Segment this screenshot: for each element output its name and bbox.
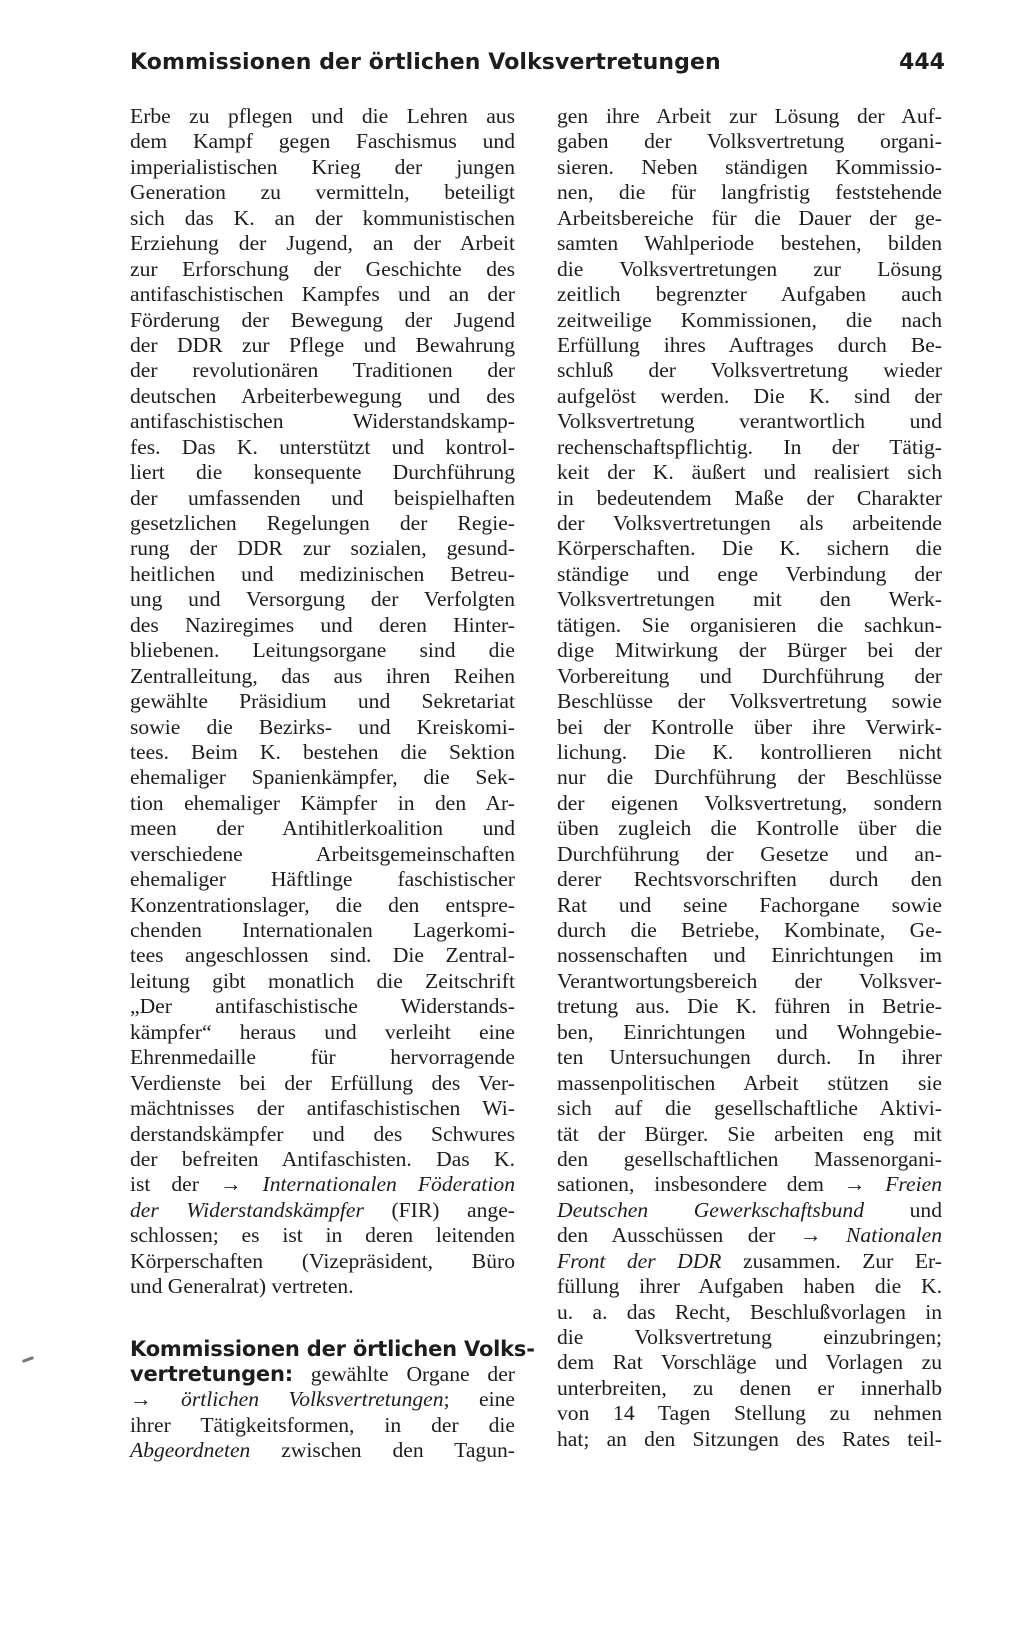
text-line: Körperschaften (Vizepräsident, Büro [130,1248,515,1273]
line-text: zusammen. Zur Er- [742,1248,942,1273]
entry-heading-text: vertretungen: [130,1362,293,1386]
text-line: Ehrenmedaille für hervorragende [130,1045,515,1070]
text-line: Rat und seine Fachorgane sowie [557,892,942,917]
text-line [557,1249,942,1274]
text-line: gewählte Präsidium und Sekretariat [130,689,515,714]
text-line: rechenschaftspflichtig. In der Tätig- [557,434,942,459]
text-line: Erziehung der Jugend, an der Arbeit [130,231,515,256]
text-line: ständige und enge Verbindung der [557,561,942,586]
text-line: Arbeitsbereiche für die Dauer der ge- [557,205,942,230]
text-line: kämpfer“ heraus und verleiht eine [130,1019,515,1044]
text-line: ehemaliger Spanienkämpfer, die Sek- [130,765,515,790]
text-line: sich auf die gesellschaftliche Aktivi- [557,1096,942,1121]
text-line: Vorbereitung und Durchführung der [557,663,942,688]
text-line: rung der DDR zur sozialen, gesund- [130,536,515,561]
text-line: derer Rechtsvorschriften durch den [557,867,942,892]
text-line: ihrer Tätigkeitsformen, in der die [130,1412,515,1437]
text-line: Volksvertretung verantwortlich und [557,409,942,434]
text-line [130,1198,515,1223]
text-line: keit der K. äußert und realisiert sich [557,460,942,485]
text-line: u. a. das Recht, Beschlußvorlagen in [557,1299,942,1324]
cross-reference-link[interactable]: Internationalen Föderation [262,1172,515,1197]
entry-heading-text: Kommissionen der örtlichen Volks- [130,1336,535,1361]
entry-gap [130,1300,515,1337]
text-line: nen, die für langfristig feststehende [557,180,942,205]
text-line: die Volksvertretungen zur Lösung [557,256,942,281]
text-line: antifaschistischen Widerstandskamp- [130,409,515,434]
text-line: durch die Betriebe, Kombinate, Ge- [557,918,942,942]
text-line: zeitlich begrenzter Aufgaben auch [557,282,942,307]
scan-speck [22,1356,34,1363]
text-line: leitung gibt monatlich die Zeitschrift [130,968,515,993]
line-text: den Ausschüssen der [557,1223,776,1248]
text-line: liert die konsequente Durchführung [130,460,515,485]
text-line: der DDR zur Pflege und Bewahrung [130,332,515,357]
text-line: meen der Antihitlerkoalition und [130,816,515,841]
text-line: mächtnisses der antifaschistischen Wi- [130,1096,515,1121]
text-line: Erfüllung ihres Auftrages durch Be- [557,332,942,357]
text-line: Zentralleitung, das aus ihren Reihen [130,663,515,688]
arrow-icon: → [130,1387,152,1412]
text-line [557,1172,942,1197]
text-line: schluß der Volksvertretung wieder [557,358,942,383]
text-line: Beschlüsse der Volksvertretung sowie [557,689,942,714]
cross-reference-link[interactable]: Deutschen Gewerkschaftsbund [557,1197,865,1222]
arrow-icon: → [843,1172,866,1197]
text-line: tees angeschlossen sind. Die Zentral- [130,943,515,968]
text-line: des Naziregimes und deren Hinter- [130,612,515,637]
text-line [130,1172,515,1197]
arrow-icon: → [799,1223,822,1248]
text-line: samten Wahlperiode bestehen, bilden [557,231,942,256]
text-line: die Volksvertretung einzubringen; [557,1325,942,1349]
text-line: den gesellschaftlichen Massenorgani- [557,1146,942,1171]
page-number: 444 [899,50,945,75]
text-line: Verantwortungsbereich der Volksver- [557,968,942,993]
cross-reference-link[interactable]: Front der DDR [557,1248,722,1273]
text-line: hat; an den Sitzungen des Rates teil- [557,1426,942,1451]
left-column [130,104,535,1464]
text-line: dem Rat Vorschläge und Vorlagen zu [557,1350,942,1375]
entry-heading [130,1336,535,1362]
text-line: sowie die Bezirks- und Kreiskomi- [130,714,515,739]
cross-reference-link[interactable]: Nationalen [846,1223,942,1248]
arrow-icon: → [219,1172,242,1197]
text-line: heitlichen und medizinischen Betreu- [130,561,515,586]
text-line: Körperschaften. Die K. sichern die [557,536,942,561]
text-line: „Der antifaschistische Widerstands- [130,994,515,1019]
running-head [130,50,945,86]
text-line: bliebenen. Leitungsorgane sind die [130,638,515,663]
text-line: ben, Einrichtungen und Wohngebie- [557,1019,942,1044]
text-line: üben zugleich die Kontrolle über die [557,816,942,841]
text-line: der Volksvertretungen als arbeitende [557,511,942,535]
line-text: und [909,1197,942,1222]
text-line: sich das K. an der kommunistischen [130,205,515,230]
line-text: ; eine [443,1387,515,1412]
cross-reference-link[interactable]: Freien [885,1172,942,1197]
text-line: dem Kampf gegen Faschismus und [130,129,515,154]
line-text: gewählte Organe der [310,1362,515,1386]
text-line: ten Untersuchungen durch. In ihrer [557,1045,942,1070]
text-line: zeitweilige Kommissionen, die nach [557,307,942,332]
text-line [557,1198,942,1223]
line-text: (FIR) ange- [391,1197,515,1222]
text-line: der revolutionären Traditionen der [130,358,515,383]
text-line: tätigen. Sie organisieren die sachkun- [557,612,942,637]
right-column [557,104,942,1452]
running-title: Kommissionen der örtlichen Volksvertretungen [130,50,721,75]
text-line: tretung aus. Die K. führen in Betrie- [557,994,942,1019]
text-line: der umfassenden und beispielhaften [130,485,515,510]
text-line: Durchführung der Gesetze und an- [557,841,942,866]
text-line: der befreiten Antifaschisten. Das K. [130,1146,515,1171]
text-line: gesetzlichen Regelungen der Regie- [130,511,515,535]
text-line: nur die Durchführung der Beschlüsse [557,765,942,790]
text-line: gaben der Volksvertretung organi- [557,129,942,154]
text-line: und Generalrat) vertreten. [130,1274,354,1299]
text-line: verschiedene Arbeitsgemeinschaften [130,841,515,866]
text-line: Generation zu vermitteln, beteiligt [130,180,515,205]
text-line: antifaschistischen Kampfes und an der [130,282,515,307]
text-line: gen ihre Arbeit zur Lösung der Auf- [557,104,942,128]
text-line: tees. Beim K. bestehen die Sektion [130,739,515,764]
text-line: ung und Versorgung der Verfolgten [130,587,515,612]
text-line: tät der Bürger. Sie arbeiten eng mit [557,1121,942,1146]
text-line [557,1223,942,1248]
text-line: dige Mitwirkung der Bürger bei der [557,638,942,663]
text-line: aufgelöst werden. Die K. sind der [557,383,942,408]
line-text: ist der [130,1172,199,1197]
text-line [130,1362,515,1387]
line-text: zwischen den Tagun- [281,1438,516,1463]
text-line [130,1438,515,1463]
text-line: tion ehemaliger Kämpfer in den Ar- [130,790,515,815]
text-line [130,1387,515,1412]
text-line: imperialistischen Krieg der jungen [130,154,515,179]
text-line: in bedeutendem Maße der Charakter [557,485,942,510]
text-line: Förderung der Bewegung der Jugend [130,307,515,332]
text-line: Erbe zu pflegen und die Lehren aus [130,104,515,128]
text-line: der eigenen Volksvertretung, sondern [557,790,942,815]
text-line: ehemaliger Häftlinge faschistischer [130,867,515,892]
text-line: nossenschaften und Einrichtungen im [557,943,942,968]
text-line: von 14 Tagen Stellung zu nehmen [557,1401,942,1426]
text-line: lichung. Die K. kontrollieren nicht [557,739,942,764]
text-line: bei der Kontrolle über ihre Verwirk- [557,714,942,739]
text-line: unterbreiten, zu denen er innerhalb [557,1375,942,1400]
text-line: derstandskämpfer und des Schwures [130,1121,515,1146]
text-line: Konzentrationslager, die den entspre- [130,892,515,917]
text-line: schlossen; es ist in deren leitenden [130,1223,515,1248]
cross-reference-link[interactable]: der Widerstandskämpfer [130,1197,364,1222]
cross-reference-link[interactable]: Abgeordneten [130,1438,251,1463]
line-text: sationen, insbesondere dem [557,1172,824,1197]
text-line: chenden Internationalen Lagerkomi- [130,918,515,942]
text-line: Verdienste bei der Erfüllung des Ver- [130,1070,515,1095]
text-line: Volksvertretungen mit den Werk- [557,587,942,612]
text-line: zur Erforschung der Geschichte des [130,256,515,281]
text-line: deutschen Arbeiterbewegung und des [130,383,515,408]
text-line: fes. Das K. unterstützt und kontrol- [130,434,515,459]
cross-reference-link[interactable]: örtlichen Volksvertretungen [181,1387,444,1412]
text-line: sieren. Neben ständigen Kommissio- [557,154,942,179]
text-line: füllung ihrer Aufgaben haben die K. [557,1274,942,1299]
text-line: massenpolitischen Arbeit stützen sie [557,1070,942,1095]
